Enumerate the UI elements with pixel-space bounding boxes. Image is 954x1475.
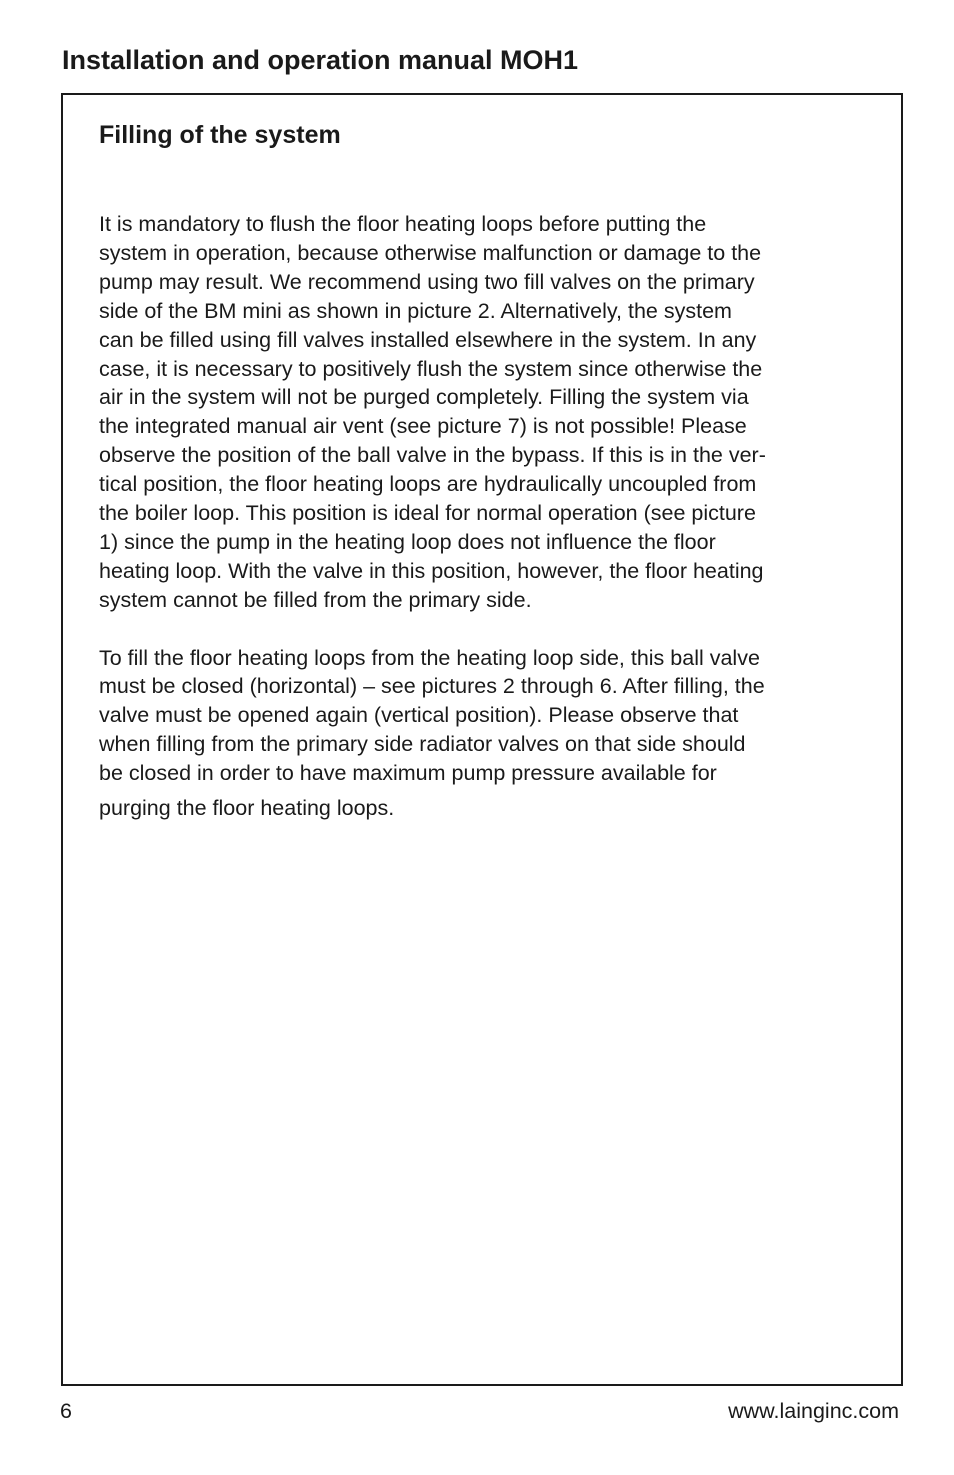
section-title: Filling of the system <box>99 121 341 149</box>
text-line: purging the floor heating loops. <box>99 796 395 821</box>
text-line: tical position, the floor heating loops are hydraulically uncoupled from <box>99 472 757 497</box>
text-line: can be filled using fill valves installed elsewhere in the system. In any <box>99 327 757 352</box>
website-url: www.lainginc.com <box>728 1399 899 1423</box>
text-line: side of the BM mini as shown in picture 2. Alternatively, the system <box>99 298 732 323</box>
manual-title: Installation and operation manual MOH1 <box>62 45 579 75</box>
text-line: the integrated manual air vent (see picture 7) is not possible! Please <box>99 414 747 439</box>
paragraph-2 <box>99 644 859 823</box>
text-line: must be closed (horizontal) – see pictures 2 through 6. After filling, the <box>99 674 765 699</box>
text-line: case, it is necessary to positively flush the system since otherwise the <box>99 356 763 381</box>
text-line: To fill the floor heating loops from the heating loop side, this ball valve <box>99 645 760 670</box>
paragraph-spacer <box>99 615 859 644</box>
page-number: 6 <box>60 1399 72 1423</box>
text-line: air in the system will not be purged completely. Filling the system via <box>99 385 749 410</box>
body-text <box>99 210 859 823</box>
text-line: pump may result. We recommend using two fill valves on the primary <box>99 269 755 294</box>
text-line: be closed in order to have maximum pump pressure available for <box>99 761 717 786</box>
text-line: It is mandatory to flush the floor heating loops before putting the <box>99 212 707 236</box>
text-line: observe the position of the ball valve in the bypass. If this is in the ver- <box>99 443 766 468</box>
text-line: system in operation, because otherwise malfunction or damage to the <box>99 240 762 265</box>
text-line: when filling from the primary side radiator valves on that side should <box>99 732 746 757</box>
paragraph-1 <box>99 210 859 615</box>
text-line: the boiler loop. This position is ideal for normal operation (see picture <box>99 501 756 526</box>
text-line: valve must be opened again (vertical position). Please observe that <box>99 703 739 728</box>
content-frame <box>61 93 903 1386</box>
text-line: system cannot be filled from the primary side. <box>99 587 532 612</box>
text-line: heating loop. With the valve in this position, however, the floor heating <box>99 558 764 583</box>
text-line: 1) since the pump in the heating loop does not influence the floor <box>99 529 716 554</box>
